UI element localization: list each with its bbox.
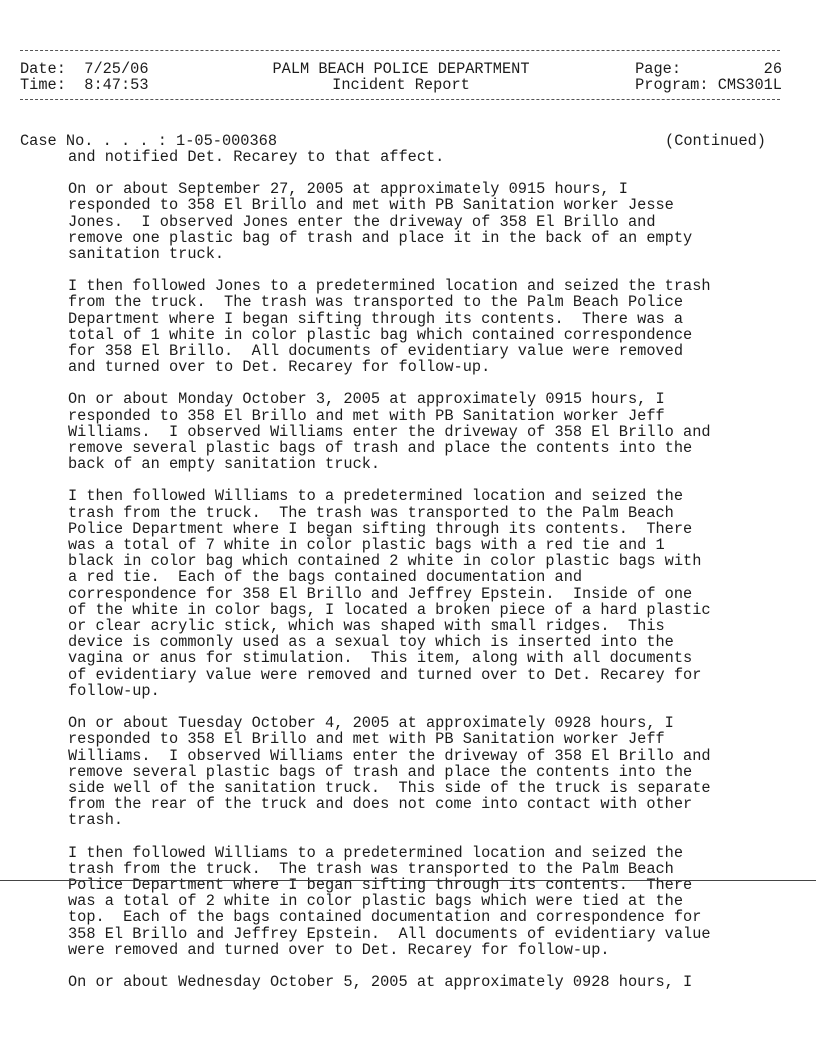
department-name: PALM BEACH POLICE DEPARTMENT [272, 60, 530, 78]
header-top-divider [20, 50, 780, 51]
report-body [68, 149, 788, 1006]
page-value: 26 [763, 60, 782, 78]
header-row-2 [20, 77, 782, 93]
program-field [635, 77, 782, 93]
case-number: Case No. . . . : 1-05-000368 [20, 132, 278, 150]
date-label: Date: [20, 60, 66, 78]
paragraph: On or about Wednesday October 5, 2005 at approximately 0928 hours, I [68, 972, 693, 991]
paragraph: On or about Tuesday October 4, 2005 at approximately 0928 hours, I responded to 358 El Brillo and met with PB Sanitation worker Jeff Williams. I observed Williams enter the driveway of 358 El Brillo and remove several plastic bags of trash and place the contents into the side well of the sanitation truck. This side of the truck is separate from the rear of the truck and does not come into contact with other trash. [68, 714, 711, 830]
report-type: Incident Report [332, 76, 470, 94]
scan-line-artifact [0, 880, 816, 881]
program-value: CMS301L [717, 76, 782, 94]
continued-status: (Continued) [665, 132, 766, 150]
header-row-1 [20, 61, 782, 77]
paragraph: and notified Det. Recarey to that affect. [68, 148, 445, 166]
paragraph: On or about September 27, 2005 at approximately 0915 hours, I responded to 358 El Brillo and met with PB Sanitation worker Jesse Jones. I observed Jones enter the driveway of 358 El Brillo and remove one plastic bag of trash and place it in the back of an empty sanitation truck. [68, 180, 693, 264]
program-label: Program: [635, 76, 709, 94]
paragraph: I then followed Williams to a predetermined location and seized the trash from the truck. The trash was transported to the Palm Beach Police Department where I began sifting through its contents. There was a total of 7 white in color plastic bags with a red tie and 1 black in color bag which contained 2 white in color plastic bags with a red tie. Each of the bags contained documentation and correspondence for 358 El Brillo and Jeffrey Epstein. Inside of one of the white in color bags, I located a broken piece of a hard plastic or clear acrylic stick, which was shaped with small ridges. This device is commonly used as a sexual toy which is inserted into the vagina or anus for stimulation. This item, along with all documents of evidentiary value were removed and turned over to Det. Recarey for follow-up. [68, 487, 711, 700]
paragraph: On or about Monday October 3, 2005 at approximately 0915 hours, I responded to 358 El Brillo and met with PB Sanitation worker Jeff Williams. I observed Williams enter the driveway of 358 El Brillo and remove several plastic bags of trash and place the contents into the back of an empty sanitation truck. [68, 390, 711, 474]
paragraph: I then followed Jones to a predetermined location and seized the trash from the truck. The trash was transported to the Palm Beach Police Department where I began sifting through its contents. There was a total of 1 white in color plastic bag which contained correspondence for 358 El Brillo. All documents of evidentiary value were removed and turned over to Det. Recarey for follow-up. [68, 277, 711, 377]
page-field [635, 61, 782, 77]
time-value: 8:47:53 [84, 76, 149, 94]
paragraph: I then followed Williams to a predetermined location and seized the trash from the truck. The trash was transported to the Palm Beach Police Department where I began sifting through its contents. There was a total of 2 white in color plastic bags which were tied at the top. Each of the bags contained documentation and correspondence for 358 El Brillo and Jeffrey Epstein. All documents of evidentiary value were removed and turned over to Det. Recarey for follow-up. [68, 843, 711, 959]
page-label: Page: [635, 60, 682, 78]
header-bottom-divider [20, 99, 780, 100]
date-value: 7/25/06 [84, 60, 149, 78]
time-label: Time: [20, 76, 66, 94]
